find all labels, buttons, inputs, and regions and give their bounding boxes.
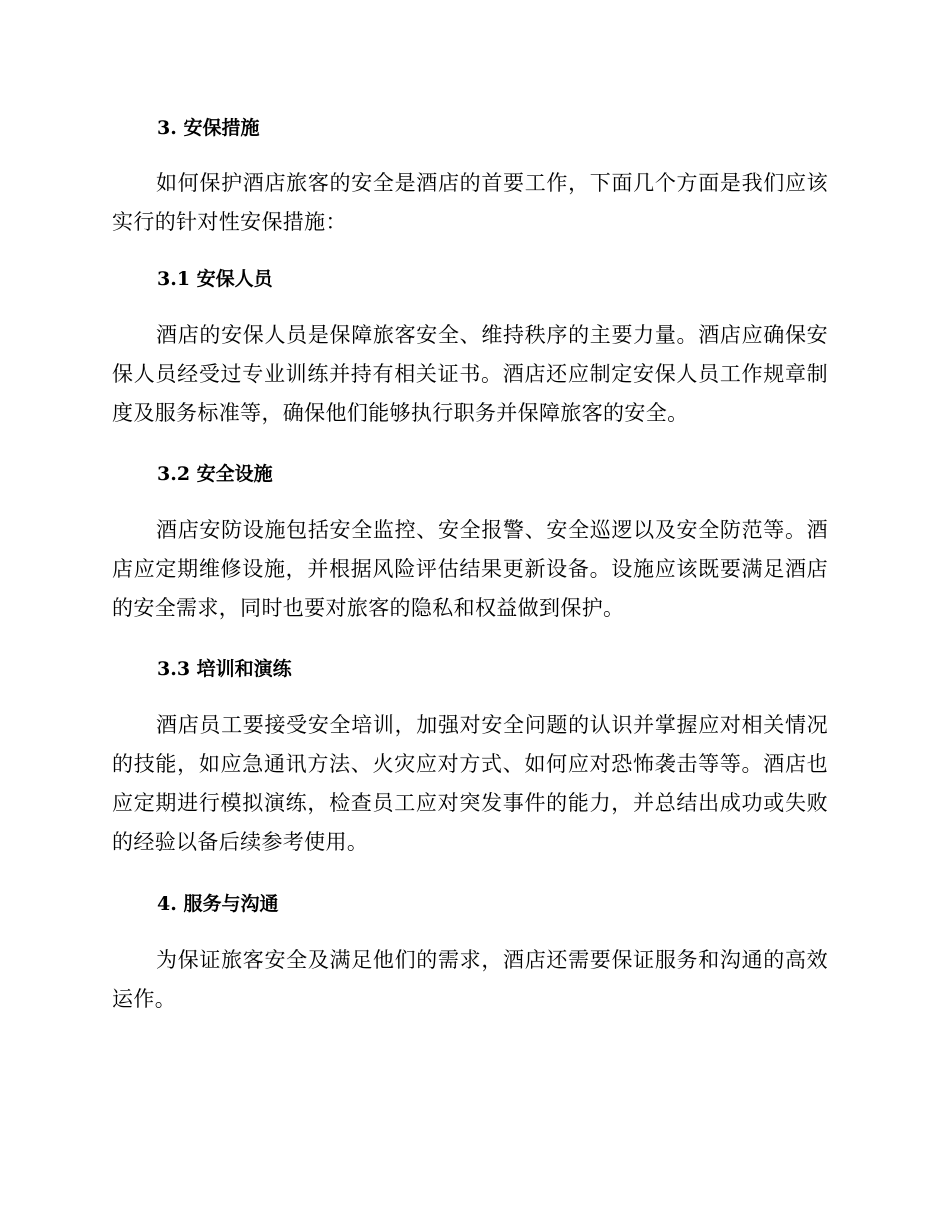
paragraph-security-staff: 酒店的安保人员是保障旅客安全、维持秩序的主要力量。酒店应确保安保人员经受过专业训练并持有相关证书。酒店还应制定安保人员工作规章制度及服务标准等，确保他们能够执行职务并保障旅客的安全。 (112, 323, 828, 425)
section-heading-service-communication: 4. 服务与沟通 (157, 893, 279, 915)
paragraph-security-facilities: 酒店安防设施包括安全监控、安全报警、安全巡逻以及安全防范等。酒店应定期维修设施，并根据风险评估结果更新设备。设施应该既要满足酒店的安全需求，同时也要对旅客的隐私和权益做到保护。 (112, 518, 828, 620)
section-heading-security-facilities: 3.2 安全设施 (157, 463, 273, 485)
paragraph-training-drills: 酒店员工要接受安全培训，加强对安全问题的认识并掌握应对相关情况的技能，如应急通讯方法、火灾应对方式、如何应对恐怖袭击等等。酒店也应定期进行模拟演练，检查员工应对突发事件的能力，并总结出成功或失败的经验以备后续参考使用。 (112, 713, 828, 854)
paragraph-service-communication: 为保证旅客安全及满足他们的需求，酒店还需要保证服务和沟通的高效运作。 (112, 948, 828, 1011)
section-heading-security-staff: 3.1 安保人员 (157, 268, 273, 290)
section-heading-security-measures: 3. 安保措施 (157, 117, 260, 139)
paragraph-security-intro: 如何保护酒店旅客的安全是酒店的首要工作，下面几个方面是我们应该实行的针对性安保措施： (112, 171, 828, 234)
section-heading-training-drills: 3.3 培训和演练 (157, 658, 292, 680)
